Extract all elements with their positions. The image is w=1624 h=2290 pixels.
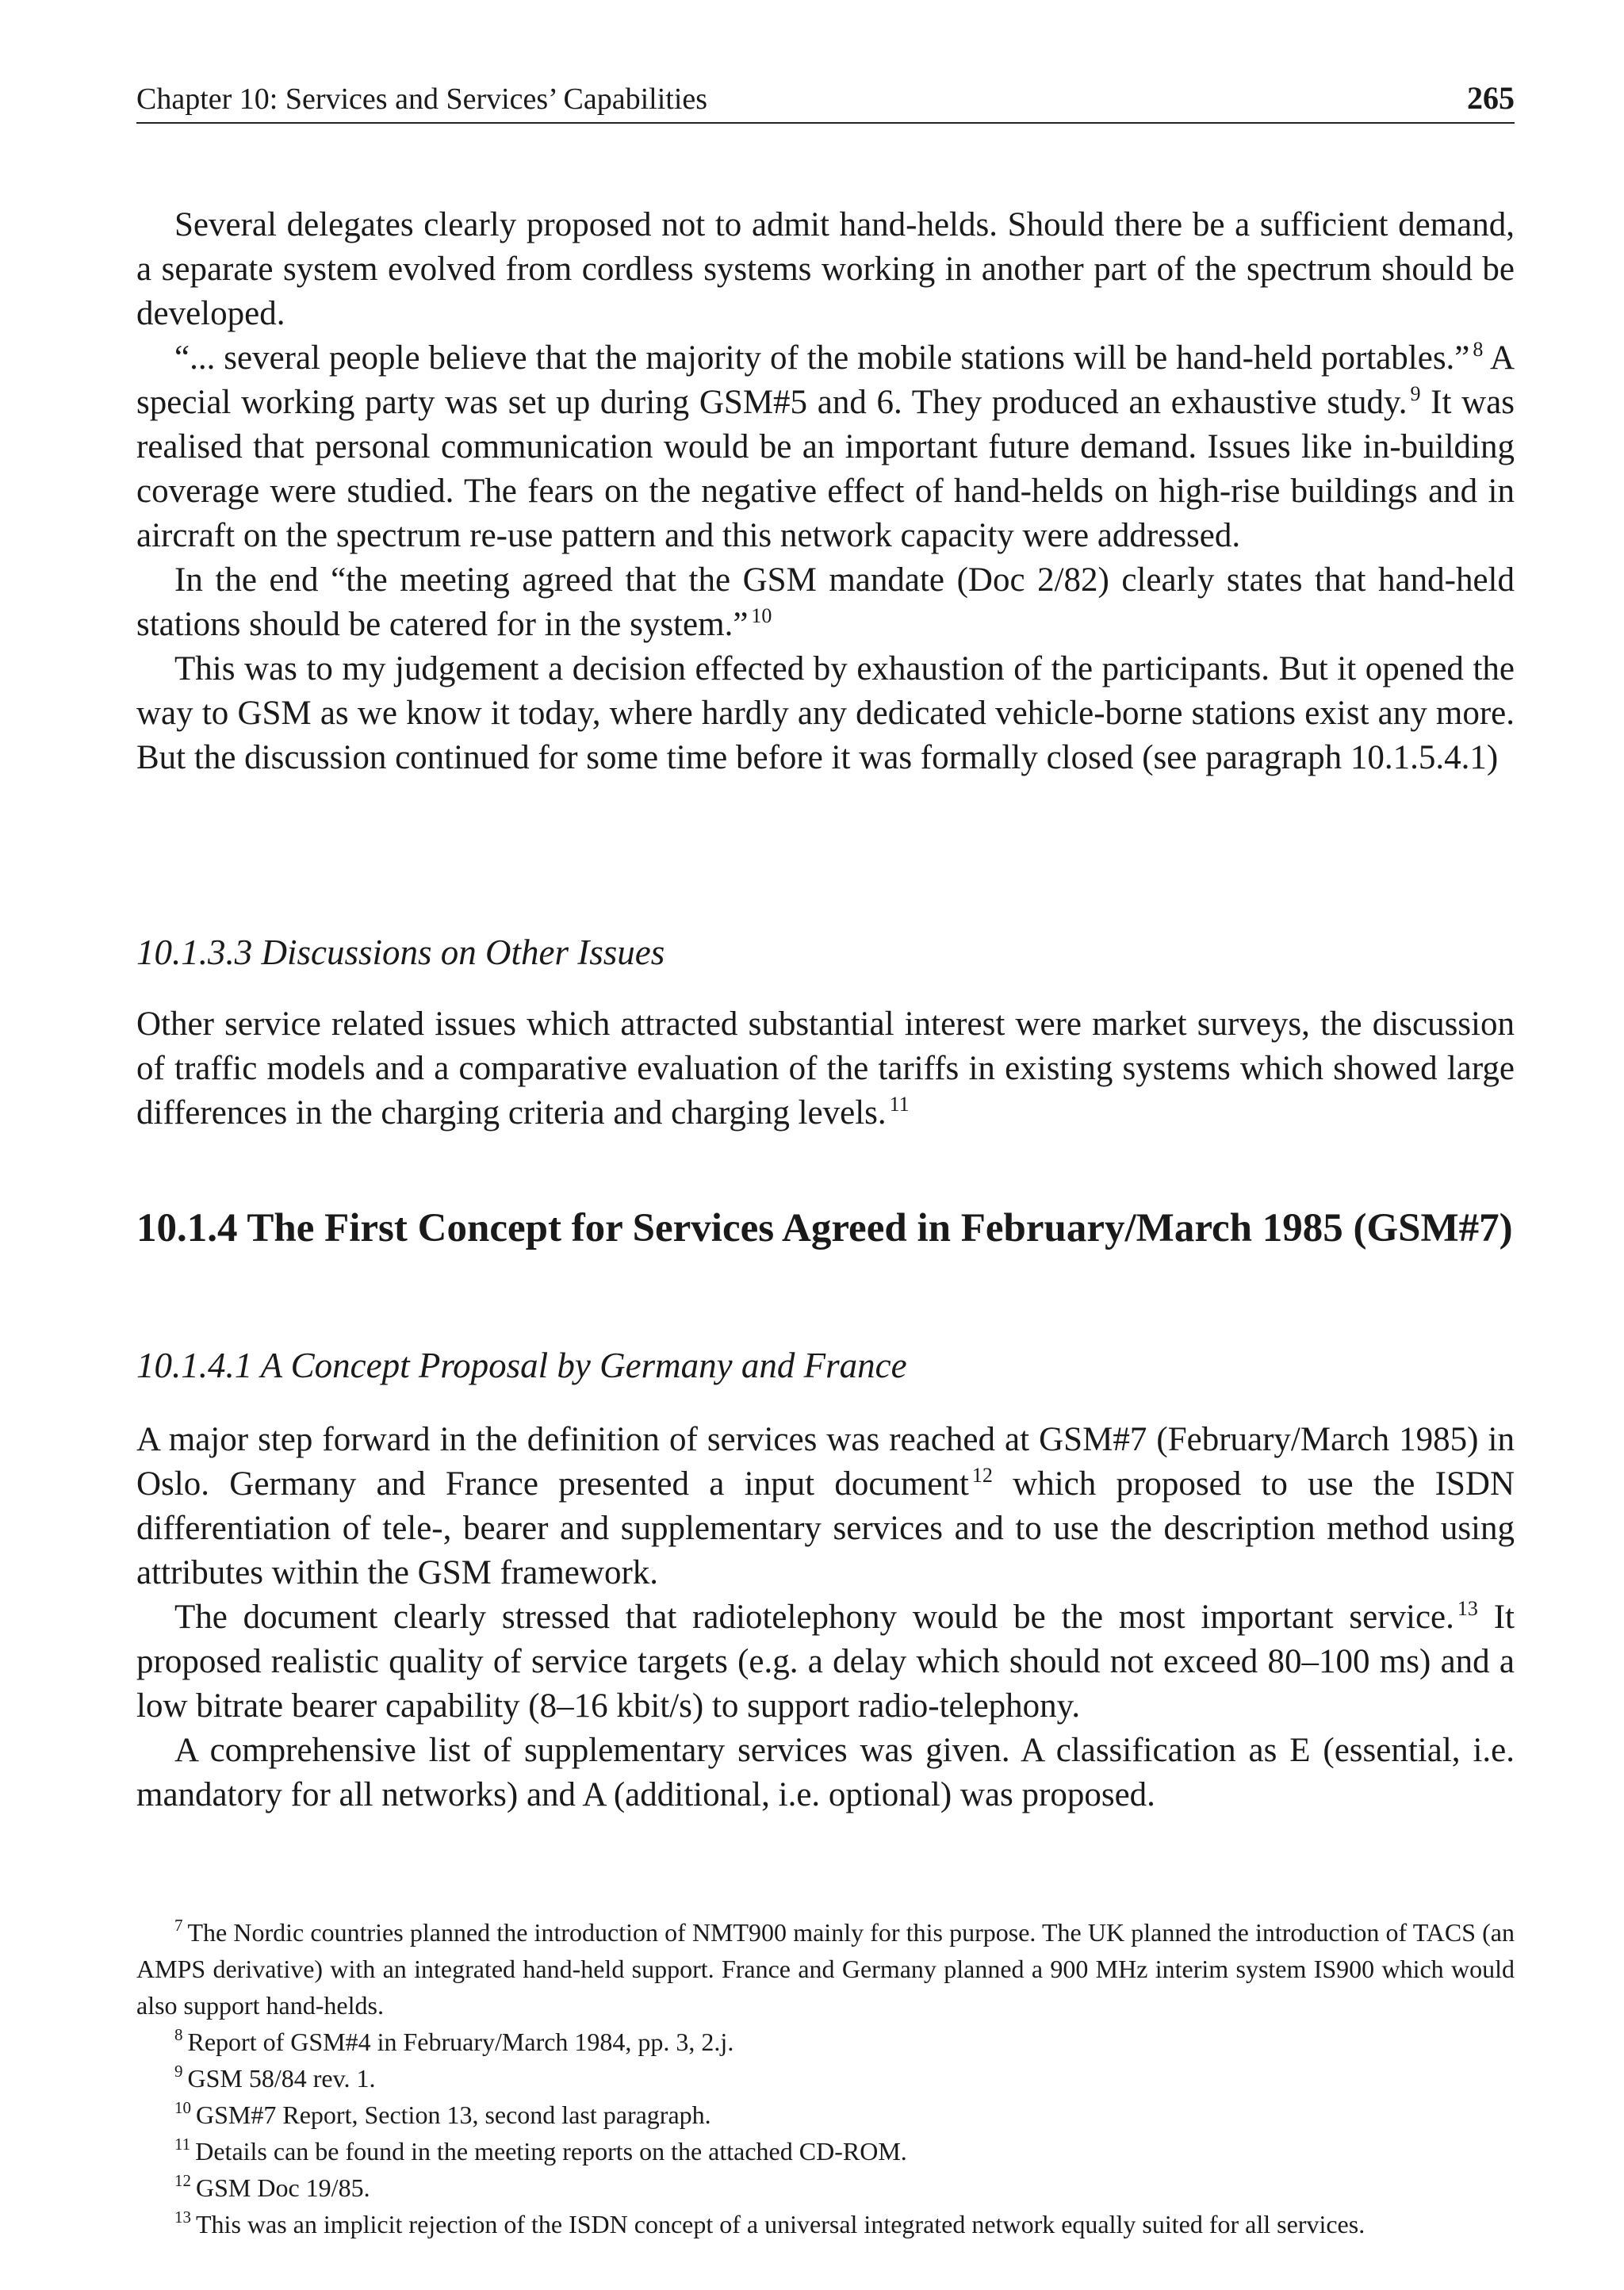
paragraph: “... several people believe that the majority of the mobile stations will be hand-held portables.” $^8$ A special working party was set up during GSM#5 and 6. They produced an exhaustive study. $^9$ It was realised that personal communication would be an important future demand. Issues like in-building coverage were studied. The fears on the negative effect of hand-helds on high-rise buildings and in aircraft on the spectrum re-use pattern and this network capacity were addressed. (136, 338, 1515, 554)
footnotes (136, 1914, 1515, 2242)
paragraph: This was to my judgement a decision effected by exhaustion of the participants. But it opened the way to GSM as we know it today, where hardly any dedicated vehicle-borne stations exist any more. But the discussion continued for some time before it was formally closed (see paragraph 10.1.5.4.1) (136, 650, 1515, 776)
running-head (136, 79, 1515, 124)
paragraph: A major step forward in the definition of services was reached at GSM#7 (February/March 1985) in Oslo. Germany and France presented a input document $^{12}$ which proposed to use the ISDN differentiation of tele-, bearer and supplementary services and to use the description method using attributes within the GSM framework. (136, 1421, 1515, 1591)
footnote: $^9$ GSM 58/84 rev. 1. (174, 2062, 376, 2093)
subsection-heading-10-1-4-1: 10.1.4.1 A Concept Proposal by Germany and France (136, 1346, 907, 1385)
chapter-title: Chapter 10: Services and Services’ Capabilities (136, 82, 708, 116)
footnote: $^7$ The Nordic countries planned the introduction of NMT900 mainly for this purpose. The UK planned the introduction of TACS (an AMPS derivative) with an integrated hand-held support. France and Germany planned a 900 MHz interim system IS900 which would also support hand-helds. (136, 1916, 1515, 2020)
footnote-ref: 10 (751, 604, 772, 627)
paragraph: Several delegates clearly proposed not to admit hand-helds. Should there be a sufficient demand, a separate system evolved from cordless systems working in another part of the spectrum should be developed. (136, 206, 1515, 332)
footnote-ref: 12 (971, 1464, 993, 1487)
page (136, 79, 1515, 2238)
block-handhelds (136, 203, 1515, 780)
section-heading-10-1-4: 10.1.4 The First Concept for Services Agreed in February/March 1985 (GSM#7) (136, 1206, 1513, 1250)
footnote: $^8$ Report of GSM#4 in February/March 1984, pp. 3, 2.j. (174, 2025, 734, 2056)
footnote: $^{13}$ This was an implicit rejection of the ISDN concept of a universal integrated network equally suited for all services. (174, 2208, 1365, 2238)
paragraph: A comprehensive list of supplementary services was given. A classification as E (essential, i.e. mandatory for all networks) and A (additional, i.e. optional) was proposed. (136, 1732, 1515, 1813)
footnote-ref: 8 (1473, 338, 1484, 361)
paragraph: Other service related issues which attracted substantial interest were market surveys, the discussion of traffic models and a comparative evaluation of the tariffs in existing systems which showed large differences in the charging criteria and charging levels. $^{11}$ (136, 1005, 1515, 1132)
block-other-issues (136, 1002, 1515, 1135)
footnote: $^{10}$ GSM#7 Report, Section 13, second last paragraph. (174, 2098, 711, 2129)
paragraph: In the end “the meeting agreed that the GSM mandate (Doc 2/82) clearly states that hand-held stations should be catered for in the system.” $^{10}$ (136, 561, 1515, 643)
footnote-ref: 9 (1410, 382, 1421, 405)
block-concept-proposal (136, 1418, 1515, 1817)
footnote-ref: 11 (889, 1093, 910, 1116)
footnote-ref: 13 (1457, 1597, 1478, 1620)
subsection-heading-10-1-3-3: 10.1.3.3 Discussions on Other Issues (136, 932, 665, 972)
paragraph: The document clearly stressed that radiotelephony would be the most important service. $^{13}$ It proposed realistic quality of service targets (e.g. a delay which should not exceed 80–100 ms) and a low bitrate bearer capability (8–16 kbit/s) to support radio-telephony. (136, 1597, 1515, 1725)
footnote: $^{11}$ Details can be found in the meeting reports on the attached CD-ROM. (174, 2135, 907, 2166)
footnote: $^{12}$ GSM Doc 19/85. (174, 2171, 370, 2202)
page-number: 265 (1467, 80, 1515, 116)
